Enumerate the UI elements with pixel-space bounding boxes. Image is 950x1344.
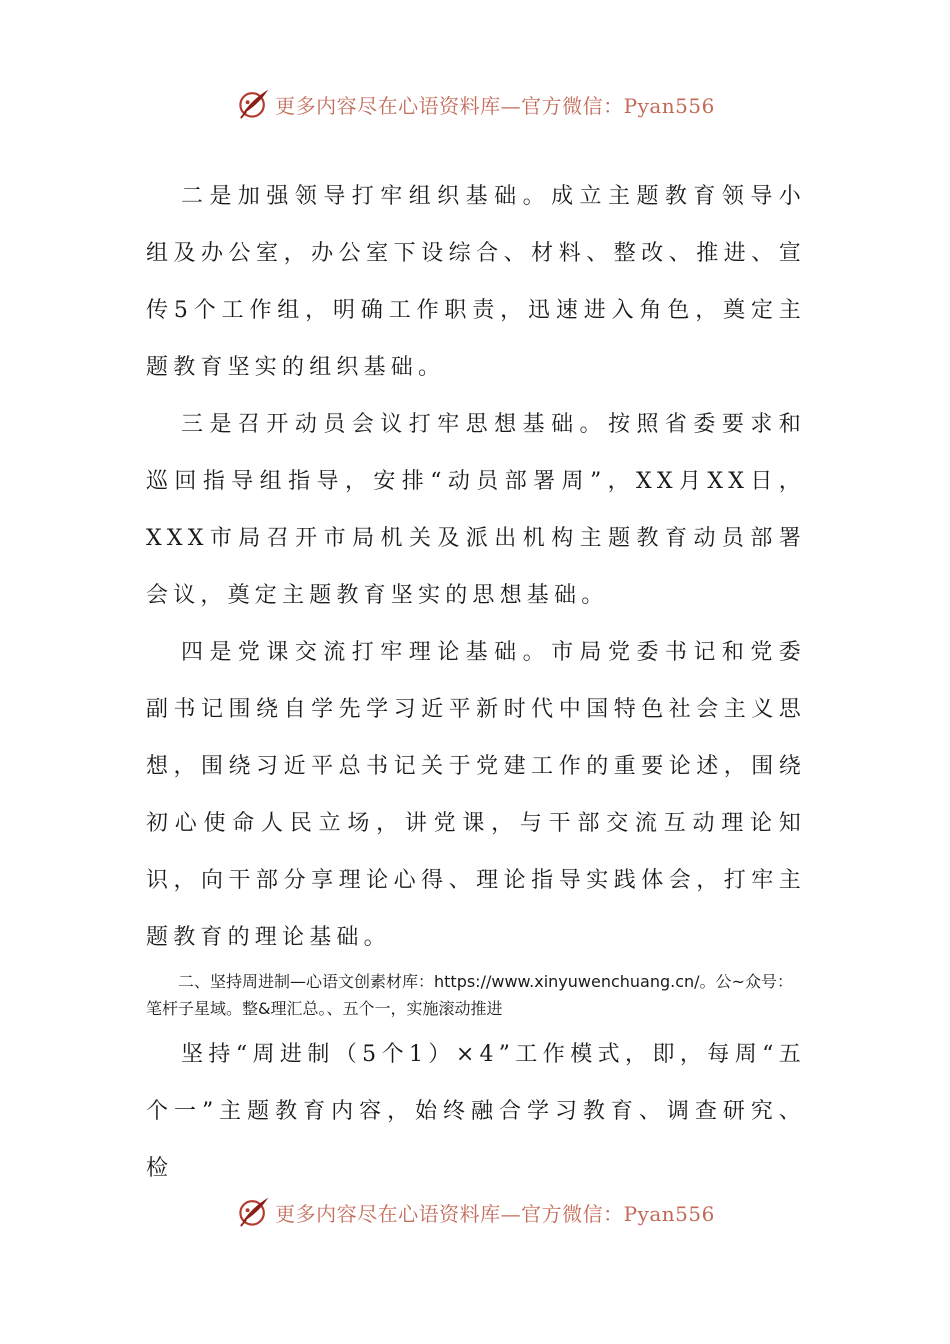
section-heading: 二、坚持周进制—心语文创素材库：https://www.xinyuwenchuang.cn/。公~众号：笔杆子星域。整&理汇总。、五个一，实施滚动推进 — [146, 972, 793, 1018]
paragraph-mobilization: 三是召开动员会议打牢思想基础。按照省委要求和巡回指导组指导，安排“动员部署周”，XX月XX日，XXX市局召开市局机关及派出机构主题教育动员部署会议，奠定主题教育坚实的思想基础。 — [146, 412, 806, 608]
header-watermark-banner — [0, 84, 950, 124]
paragraph-theory: 四是党课交流打牢理论基础。市局党委书记和党委副书记围绕自学先学习近平新时代中国特色社会主义思想，围绕习近平总书记关于党建工作的重要论述，围绕初心使命人民立场，讲党课，与干部交流互动理论知识，向干部分享理论心得、理论指导实践体会，打牢主题教育的理论基础。 — [146, 640, 806, 950]
footer-watermark-text: 更多内容尽在心语资料库—官方微信：Pyan556 — [275, 1201, 715, 1226]
footer-watermark-banner — [0, 1192, 950, 1232]
paragraph-organization: 二是加强领导打牢组织基础。成立主题教育领导小组及办公室，办公室下设综合、材料、整改、推进、宣传5个工作组，明确工作职责，迅速进入角色，奠定主题教育坚实的组织基础。 — [146, 184, 806, 380]
quill-logo-icon — [235, 86, 271, 122]
paragraph-weekly-system: 坚持“周进制（5个1）×4”工作模式，即，每周“五个一”主题教育内容，始终融合学习教育、调查研究、检 — [146, 1042, 806, 1181]
document-body — [146, 168, 806, 1197]
header-watermark-text: 更多内容尽在心语资料库—官方微信：Pyan556 — [275, 93, 715, 118]
quill-logo-icon — [235, 1194, 271, 1230]
